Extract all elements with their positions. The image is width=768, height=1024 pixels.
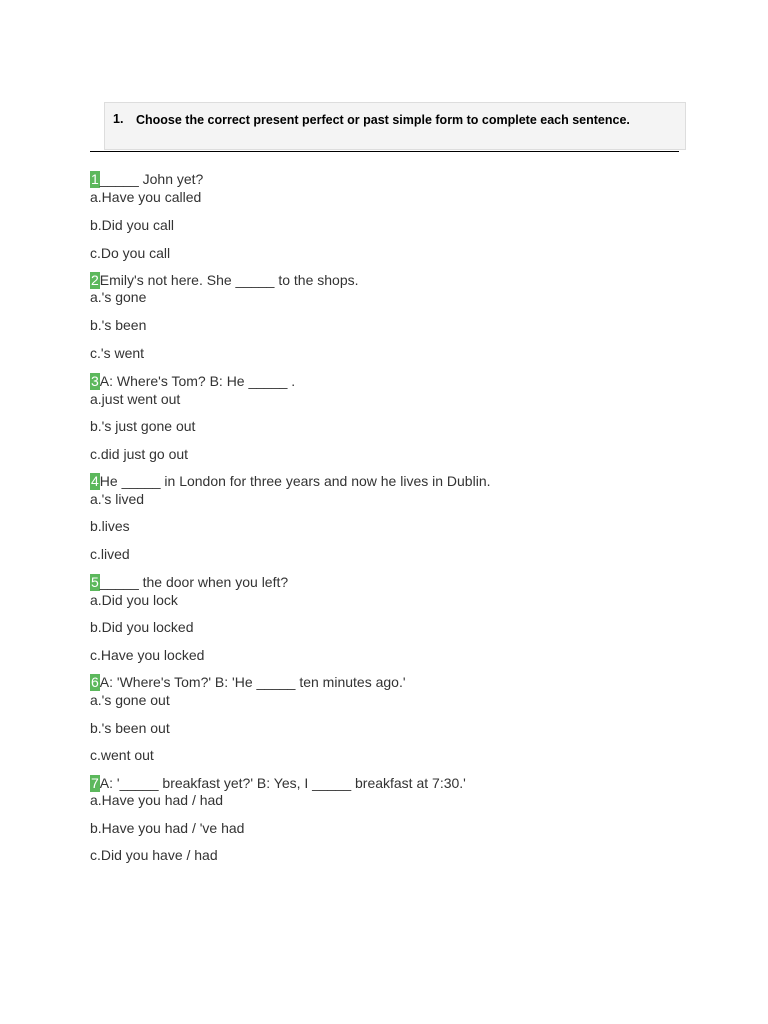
- question-text: A: Where's Tom? B: He _____ .: [99, 373, 296, 389]
- instruction-text: Choose the correct present perfect or past simple form to complete each sentence.: [136, 113, 630, 127]
- question-1: [90, 171, 203, 188]
- question-text: He _____ in London for three years and now he lives in Dublin.: [99, 473, 491, 489]
- option-6c[interactable]: c.went out: [90, 747, 154, 763]
- question-6: [90, 674, 406, 691]
- instruction-number: 1.: [113, 112, 124, 126]
- option-4c[interactable]: c.lived: [90, 546, 130, 562]
- option-3a[interactable]: a.just went out: [90, 391, 181, 407]
- option-1b[interactable]: b.Did you call: [90, 217, 175, 233]
- question-number-badge: 1: [91, 171, 99, 187]
- question-text: _____ the door when you left?: [99, 574, 289, 590]
- option-5b[interactable]: b.Did you locked: [90, 619, 194, 635]
- question-number-badge: 4: [91, 473, 99, 489]
- option-7a[interactable]: a.Have you had / had: [90, 792, 224, 808]
- option-4b[interactable]: b.lives: [90, 518, 130, 534]
- question-number-badge: 5: [91, 574, 99, 590]
- option-5a[interactable]: a.Did you lock: [90, 592, 178, 608]
- question-number-badge: 7: [91, 775, 99, 791]
- question-number-badge: 3: [91, 373, 99, 389]
- option-2a[interactable]: a.'s gone: [90, 289, 147, 305]
- option-5c[interactable]: c.Have you locked: [90, 647, 205, 663]
- question-4: [90, 473, 491, 490]
- question-text: A: 'Where's Tom?' B: 'He _____ ten minutes ago.': [99, 674, 406, 690]
- option-6a[interactable]: a.'s gone out: [90, 692, 170, 708]
- option-4a[interactable]: a.'s lived: [90, 491, 145, 507]
- option-3b[interactable]: b.'s just gone out: [90, 418, 196, 434]
- divider: [90, 151, 679, 152]
- option-6b[interactable]: b.'s been out: [90, 720, 170, 736]
- question-number-badge: 2: [91, 272, 99, 288]
- question-text: Emily's not here. She _____ to the shops.: [99, 272, 359, 288]
- option-1c[interactable]: c.Do you call: [90, 245, 171, 261]
- question-7: [90, 775, 466, 792]
- option-3c[interactable]: c.did just go out: [90, 446, 189, 462]
- question-2: [90, 272, 359, 289]
- question-text: _____ John yet?: [99, 171, 204, 187]
- option-1a[interactable]: a.Have you called: [90, 189, 202, 205]
- option-2b[interactable]: b.'s been: [90, 317, 147, 333]
- instruction-box: [104, 102, 686, 150]
- option-2c[interactable]: c.'s went: [90, 345, 145, 361]
- question-3: [90, 373, 295, 390]
- question-5: [90, 574, 288, 591]
- option-7c[interactable]: c.Did you have / had: [90, 847, 218, 863]
- question-text: A: '_____ breakfast yet?' B: Yes, I _____ breakfast at 7:30.': [99, 775, 466, 791]
- question-number-badge: 6: [91, 674, 99, 690]
- option-7b[interactable]: b.Have you had / 've had: [90, 820, 245, 836]
